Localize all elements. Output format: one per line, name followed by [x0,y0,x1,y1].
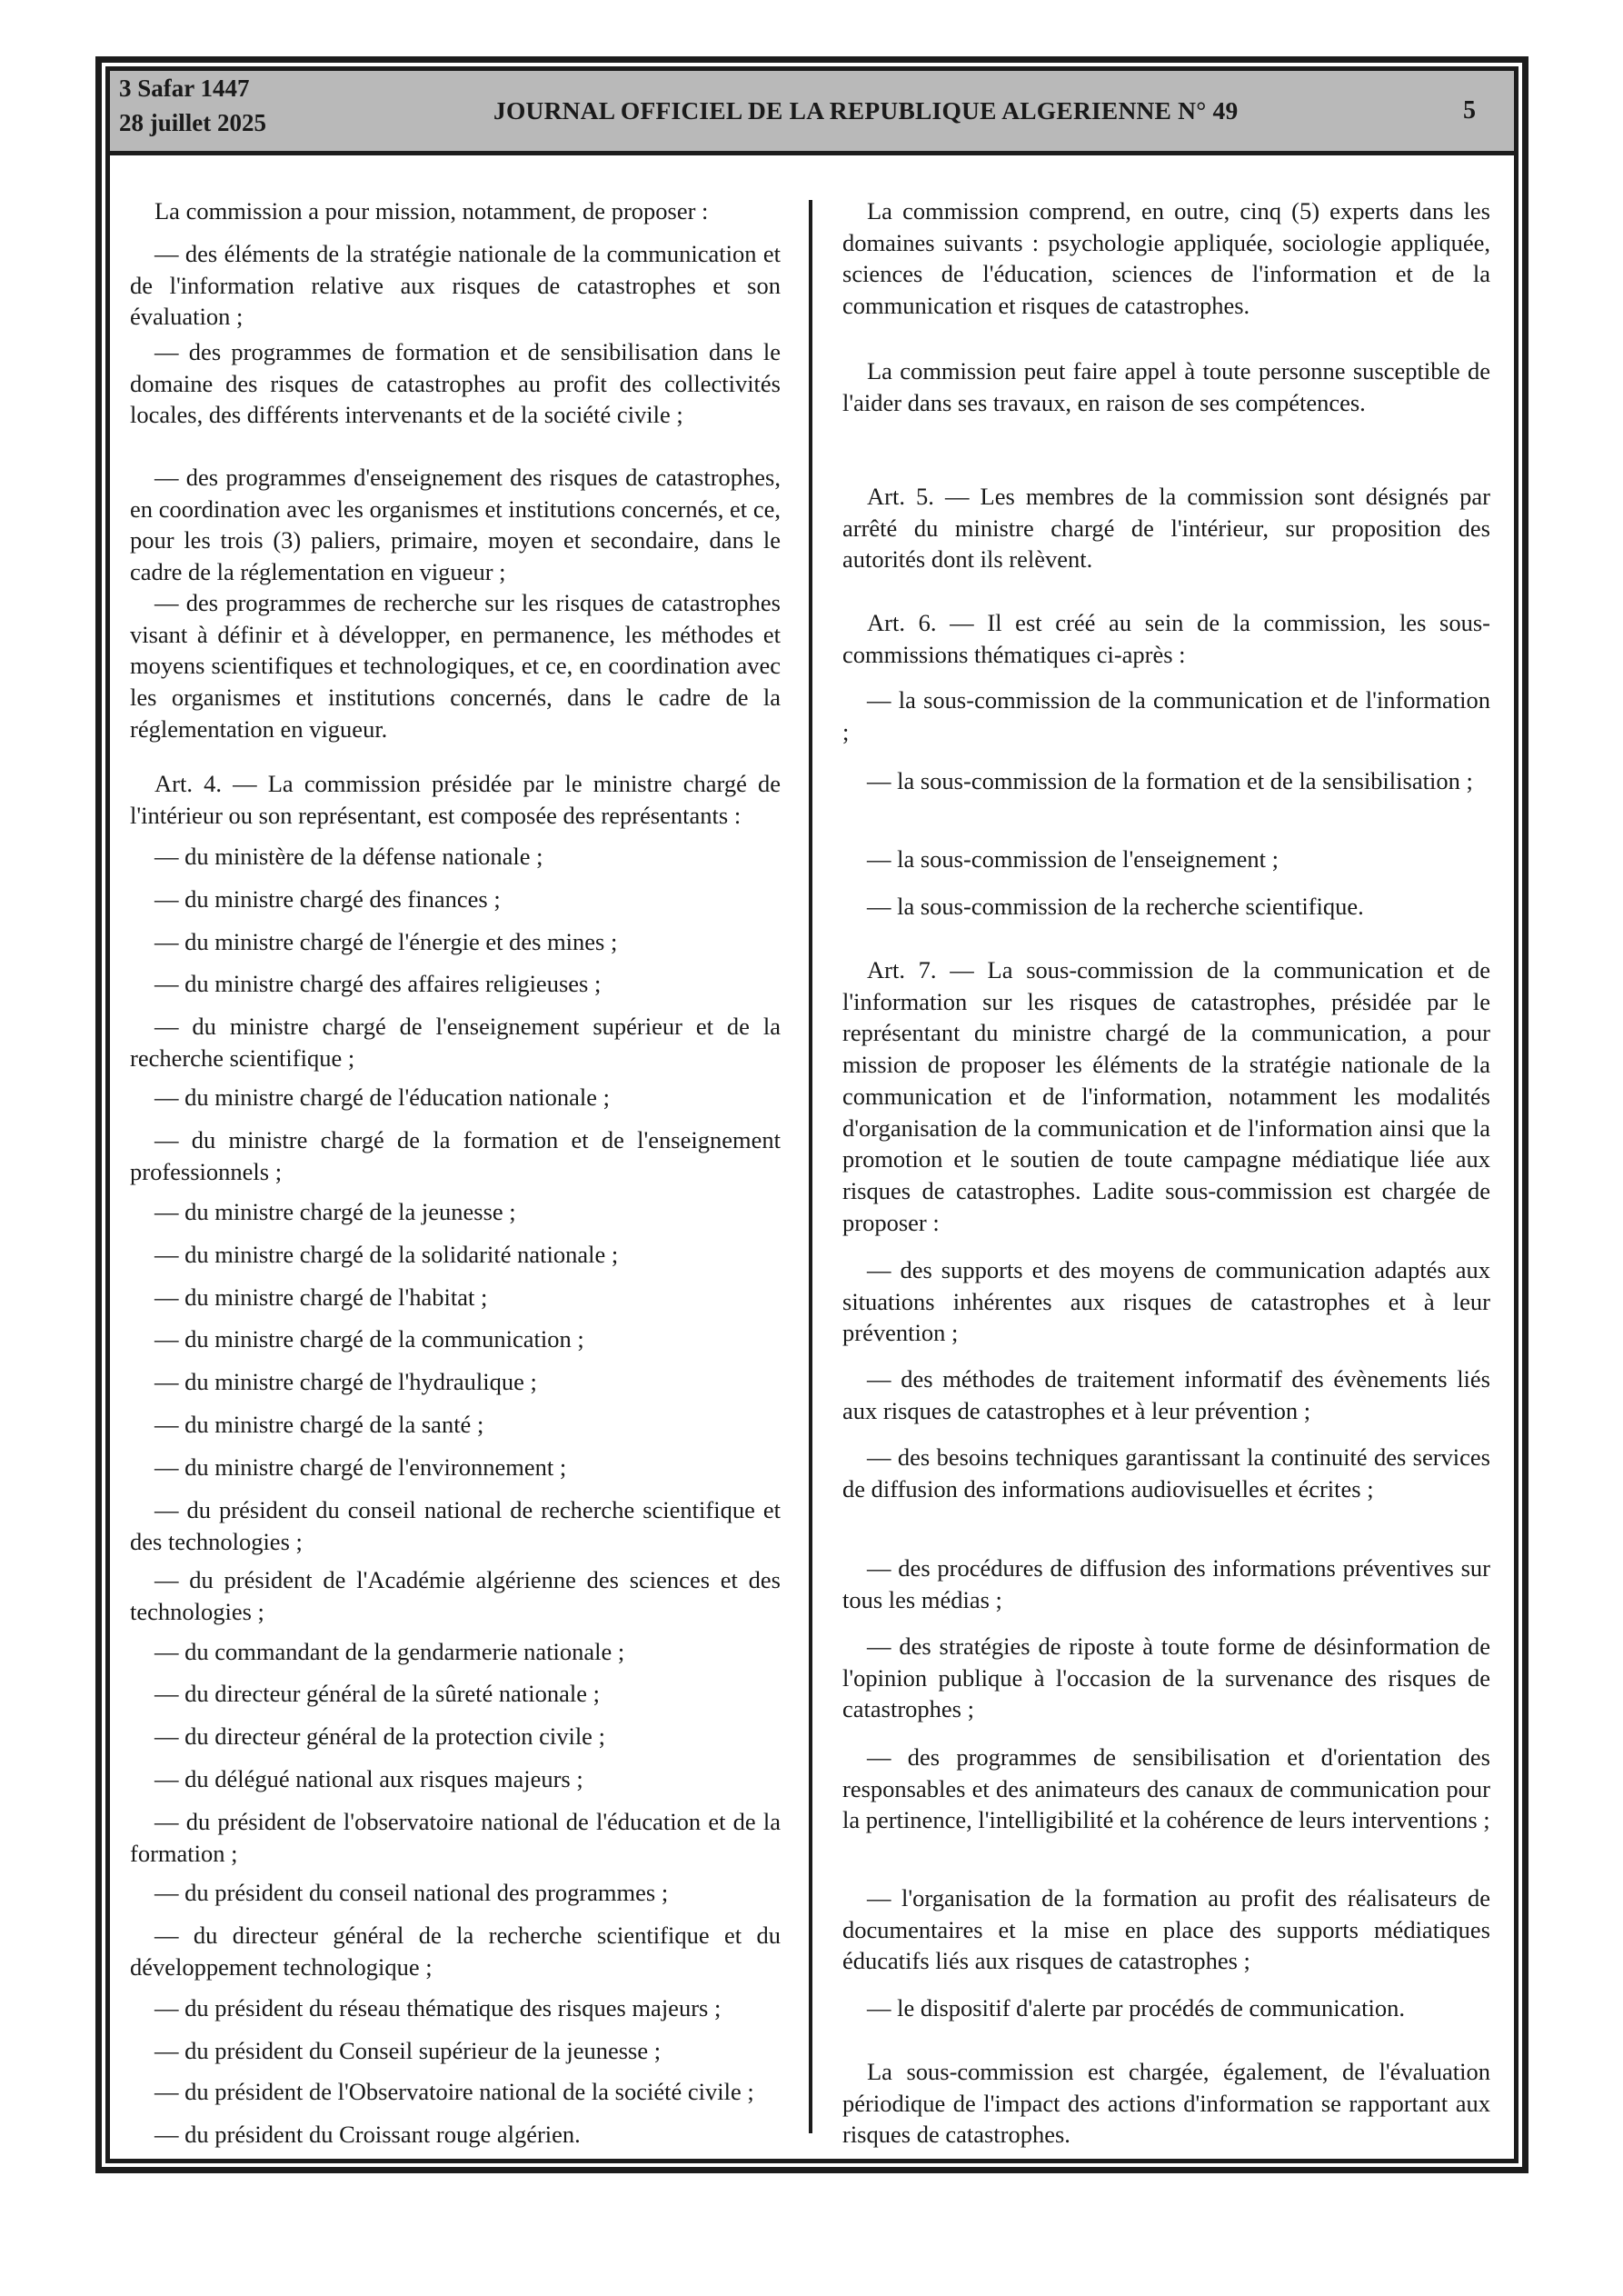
list-item: — des programmes d'enseignement des risques de catastrophes, en coordination avec les organismes et institutions concernés, et ce, pour les trois (3) paliers, primaire, moyen et secondaire, dans le cadre de la réglementation en vigueur ; [130,464,781,586]
paragraph-experts: La commission comprend, en outre, cinq (5) experts dans les domaines suivants : psychologie appliquée, sociologie appliquée, sciences de l'éducation, sciences de l'information et de la communication et risques de catastrophes. [842,197,1490,320]
list-item: — du président du conseil national des programmes ; [154,1879,669,1906]
list-item: — du président du conseil national de recherche scientifique et des technologies ; [130,1496,781,1555]
list-item: — du ministre chargé de l'environnement ; [154,1453,567,1481]
list-item: — du ministre chargé de l'habitat ; [154,1283,488,1311]
list-item: — du ministre chargé de la formation et de l'enseignement professionnels ; [130,1126,781,1185]
list-item: — du président du Conseil supérieur de la jeunesse ; [154,2037,662,2064]
hijri-date: 3 Safar 1447 [119,75,250,102]
article-5: Art. 5. — Les membres de la commission sont désignés par arrêté du ministre chargé de l'intérieur, sur proposition des autorités dont ils relèvent. [842,483,1490,574]
column-divider [809,200,812,2133]
list-item: — du ministre chargé des finances ; [154,885,501,913]
list-item: — du commandant de la gendarmerie nationale ; [154,1638,625,1665]
list-item: — du ministre chargé de l'éducation nationale ; [154,1083,611,1111]
list-item: — des supports et des moyens de communication adaptés aux situations inhérentes aux risques de catastrophes et à leur prévention ; [842,1256,1490,1347]
gregorian-date: 28 juillet 2025 [119,109,266,136]
list-item: — des programmes de formation et de sensibilisation dans le domaine des risques de catastrophes au profit des collectivités locales, des différents intervenants et de la société civile ; [130,338,781,429]
list-item: — du président du Croissant rouge algérien. [154,2121,581,2148]
list-item: — la sous-commission de la formation et de la sensibilisation ; [867,767,1473,794]
list-item: — du directeur général de la sûreté nationale ; [154,1680,601,1707]
paragraph-appel: La commission peut faire appel à toute personne susceptible de l'aider dans ses travaux, en raison de ses compétences. [842,357,1490,416]
list-item: — des éléments de la stratégie nationale de la communication et de l'information relative aux risques de catastrophes et son évaluation ; [130,240,781,331]
list-item: — des programmes de recherche sur les risques de catastrophes visant à définir et à développer, en permanence, les méthodes et moyens scientifiques et technologiques, et ce, en coordination avec les organismes et institutions concernés, dans le cadre de la réglementation en vigueur. [130,589,781,743]
list-item: — du directeur général de la recherche scientifique et du développement technologique ; [130,1922,781,1981]
list-item: — du ministre chargé de la santé ; [154,1411,484,1438]
list-item: — du président de l'Observatoire national de la société civile ; [154,2078,754,2105]
list-item: — la sous-commission de la recherche scientifique. [867,893,1364,920]
list-item: — la sous-commission de la communication et de l'information ; [842,686,1490,745]
list-item: — des procédures de diffusion des informations préventives sur tous les médias ; [842,1554,1490,1613]
list-item: — des méthodes de traitement informatif des évènements liés aux risques de catastrophes et à leur prévention ; [842,1365,1490,1424]
article-6: Art. 6. — Il est créé au sein de la commission, les sous-commissions thématiques ci-après : [842,609,1490,668]
page-number: 5 [1463,96,1476,125]
list-item: — du président de l'observatoire national de l'éducation et de la formation ; [130,1808,781,1867]
journal-header [110,71,1514,155]
list-item: — l'organisation de la formation au profit des réalisateurs de documentaires et la mise en place des supports médiatiques éducatifs liés aux risques de catastrophes ; [842,1884,1490,1975]
list-item: — du ministre chargé des affaires religieuses ; [154,970,602,997]
list-item: — du ministre chargé de l'énergie et des mines ; [154,928,618,955]
paragraph-evaluation: La sous-commission est chargée, également, de l'évaluation périodique de l'impact des actions d'information se rapportant aux risques de catastrophes. [842,2058,1490,2149]
list-item: — du ministre chargé de l'hydraulique ; [154,1368,537,1395]
list-item: — la sous-commission de l'enseignement ; [867,845,1279,873]
journal-title: JOURNAL OFFICIEL DE LA REPUBLIQUE ALGERIENNE N° 49 [493,96,1239,125]
paragraph-intro: La commission a pour mission, notamment, de proposer : [154,197,709,225]
article-4: Art. 4. — La commission présidée par le ministre chargé de l'intérieur ou son représentant, est composée des représentants : [130,770,781,829]
list-item: — du président de l'Académie algérienne des sciences et des technologies ; [130,1566,781,1625]
list-item: — du ministre chargé de l'enseignement supérieur et de la recherche scientifique ; [130,1013,781,1072]
list-item: — du président du réseau thématique des risques majeurs ; [154,1994,722,2021]
list-item: — du ministre chargé de la communication ; [154,1325,584,1353]
list-item: — du ministre chargé de la jeunesse ; [154,1198,516,1225]
list-item: — du délégué national aux risques majeurs ; [154,1765,583,1792]
list-item: — du ministère de la défense nationale ; [154,843,543,870]
article-7: Art. 7. — La sous-commission de la communication et de l'information sur les risques de catastrophes, présidée par le représentant du ministre chargé de la communication, a pour mission de proposer les éléments de la stratégie nationale de la communication et de l'information, notamment les modalités d'organisation de la communication et de l'information ainsi que la promotion et le soutien de toute campagne médiatique liée aux risques de catastrophes. Ladite sous-commission est chargée de proposer : [842,956,1490,1236]
list-item: — des stratégies de riposte à toute forme de désinformation de l'opinion publique à l'occasion de la survenance des risques de catastrophes ; [842,1632,1490,1723]
list-item: — des programmes de sensibilisation et d'orientation des responsables et des animateurs des canaux de communication pour la pertinence, l'intelligibilité et la cohérence de leurs interventions ; [842,1743,1490,1834]
list-item: — le dispositif d'alerte par procédés de communication. [867,1994,1406,2021]
list-item: — des besoins techniques garantissant la continuité des services de diffusion des informations audiovisuelles et écrites ; [842,1443,1490,1502]
list-item: — du ministre chargé de la solidarité nationale ; [154,1241,619,1268]
list-item: — du directeur général de la protection civile ; [154,1722,605,1750]
